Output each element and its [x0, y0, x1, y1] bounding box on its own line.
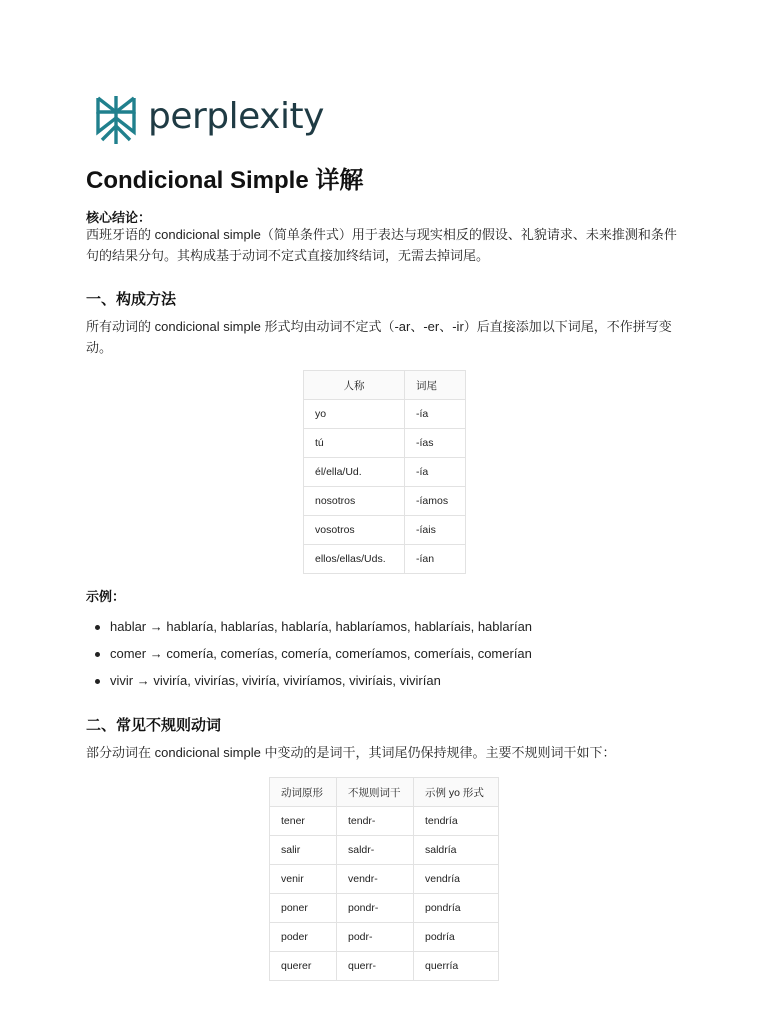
table-row: [270, 894, 499, 923]
examples-label: 示例：: [86, 589, 126, 604]
table-header-row: [270, 778, 499, 807]
section1-text: 所有动词的 condicional simple 形式均由动词不定式（-ar、-er、-ir）后直接添加以下词尾，不作拼写变动。: [86, 319, 672, 355]
perplexity-logo-icon: [94, 94, 138, 146]
table-header: 词尾: [405, 371, 466, 400]
section1-heading: 一、构成方法: [86, 291, 177, 308]
table-cell: -ías: [405, 429, 466, 458]
perplexity-logo: [94, 94, 324, 146]
table-row: [270, 836, 499, 865]
table-row: [270, 807, 499, 836]
table-cell: poder: [270, 923, 337, 952]
logo-wordmark: perplexity: [148, 96, 324, 137]
table-cell: pondr-: [337, 894, 414, 923]
table-cell: podr-: [337, 923, 414, 952]
table-cell: -ían: [405, 545, 466, 574]
table-cell: pondría: [414, 894, 499, 923]
list-item: vivir → viviría, vivirías, viviría, viviríamos, viviríais, vivirían: [86, 669, 532, 696]
table-cell: tener: [270, 807, 337, 836]
table-row: [304, 487, 466, 516]
table-row: [304, 458, 466, 487]
table-row: [270, 952, 499, 981]
table-cell: querer: [270, 952, 337, 981]
table-row: [270, 865, 499, 894]
table-row: [304, 516, 466, 545]
table-header: 人称: [304, 371, 405, 400]
irregular-verbs-table: [269, 777, 499, 981]
page-title: Condicional Simple 详解: [86, 167, 364, 194]
summary-label: 核心结论：: [86, 210, 152, 225]
table-header: 不规则词干: [337, 778, 414, 807]
summary-text: 西班牙语的 condicional simple（简单条件式）用于表达与现实相反的假设、礼貌请求、未来推测和条件句的结果分句。其构成基于动词不定式直接加终结词，无需去掉词尾。: [86, 227, 677, 263]
table-cell: tendría: [414, 807, 499, 836]
list-item: hablar → hablaría, hablarías, hablaría, hablaríamos, hablaríais, hablarían: [86, 615, 532, 642]
table-cell: nosotros: [304, 487, 405, 516]
list-item: comer → comería, comerías, comería, comeríamos, comeríais, comerían: [86, 642, 532, 669]
table-cell: tendr-: [337, 807, 414, 836]
table-cell: tú: [304, 429, 405, 458]
table-cell: -ía: [405, 400, 466, 429]
table-cell: querr-: [337, 952, 414, 981]
section2-text: 部分动词在 condicional simple 中变动的是词干，其词尾仍保持规律。主要不规则词干如下：: [86, 745, 616, 760]
table-cell: querría: [414, 952, 499, 981]
table-cell: poner: [270, 894, 337, 923]
table-cell: saldr-: [337, 836, 414, 865]
table-cell: yo: [304, 400, 405, 429]
table-cell: -íais: [405, 516, 466, 545]
table-row: [270, 923, 499, 952]
table-header: 示例 yo 形式: [414, 778, 499, 807]
table-cell: él/ella/Ud.: [304, 458, 405, 487]
table-cell: vendr-: [337, 865, 414, 894]
table-cell: vendría: [414, 865, 499, 894]
table-row: [304, 545, 466, 574]
table-cell: saldría: [414, 836, 499, 865]
section2-heading: 二、常见不规则动词: [86, 717, 222, 734]
table-cell: salir: [270, 836, 337, 865]
table-header-row: [304, 371, 466, 400]
table-cell: podría: [414, 923, 499, 952]
table-row: [304, 429, 466, 458]
table-cell: venir: [270, 865, 337, 894]
table-header: 动词原形: [270, 778, 337, 807]
table-cell: -ía: [405, 458, 466, 487]
endings-table: [303, 370, 466, 574]
table-cell: -íamos: [405, 487, 466, 516]
examples-list: [86, 615, 532, 696]
table-cell: vosotros: [304, 516, 405, 545]
table-row: [304, 400, 466, 429]
table-cell: ellos/ellas/Uds.: [304, 545, 405, 574]
